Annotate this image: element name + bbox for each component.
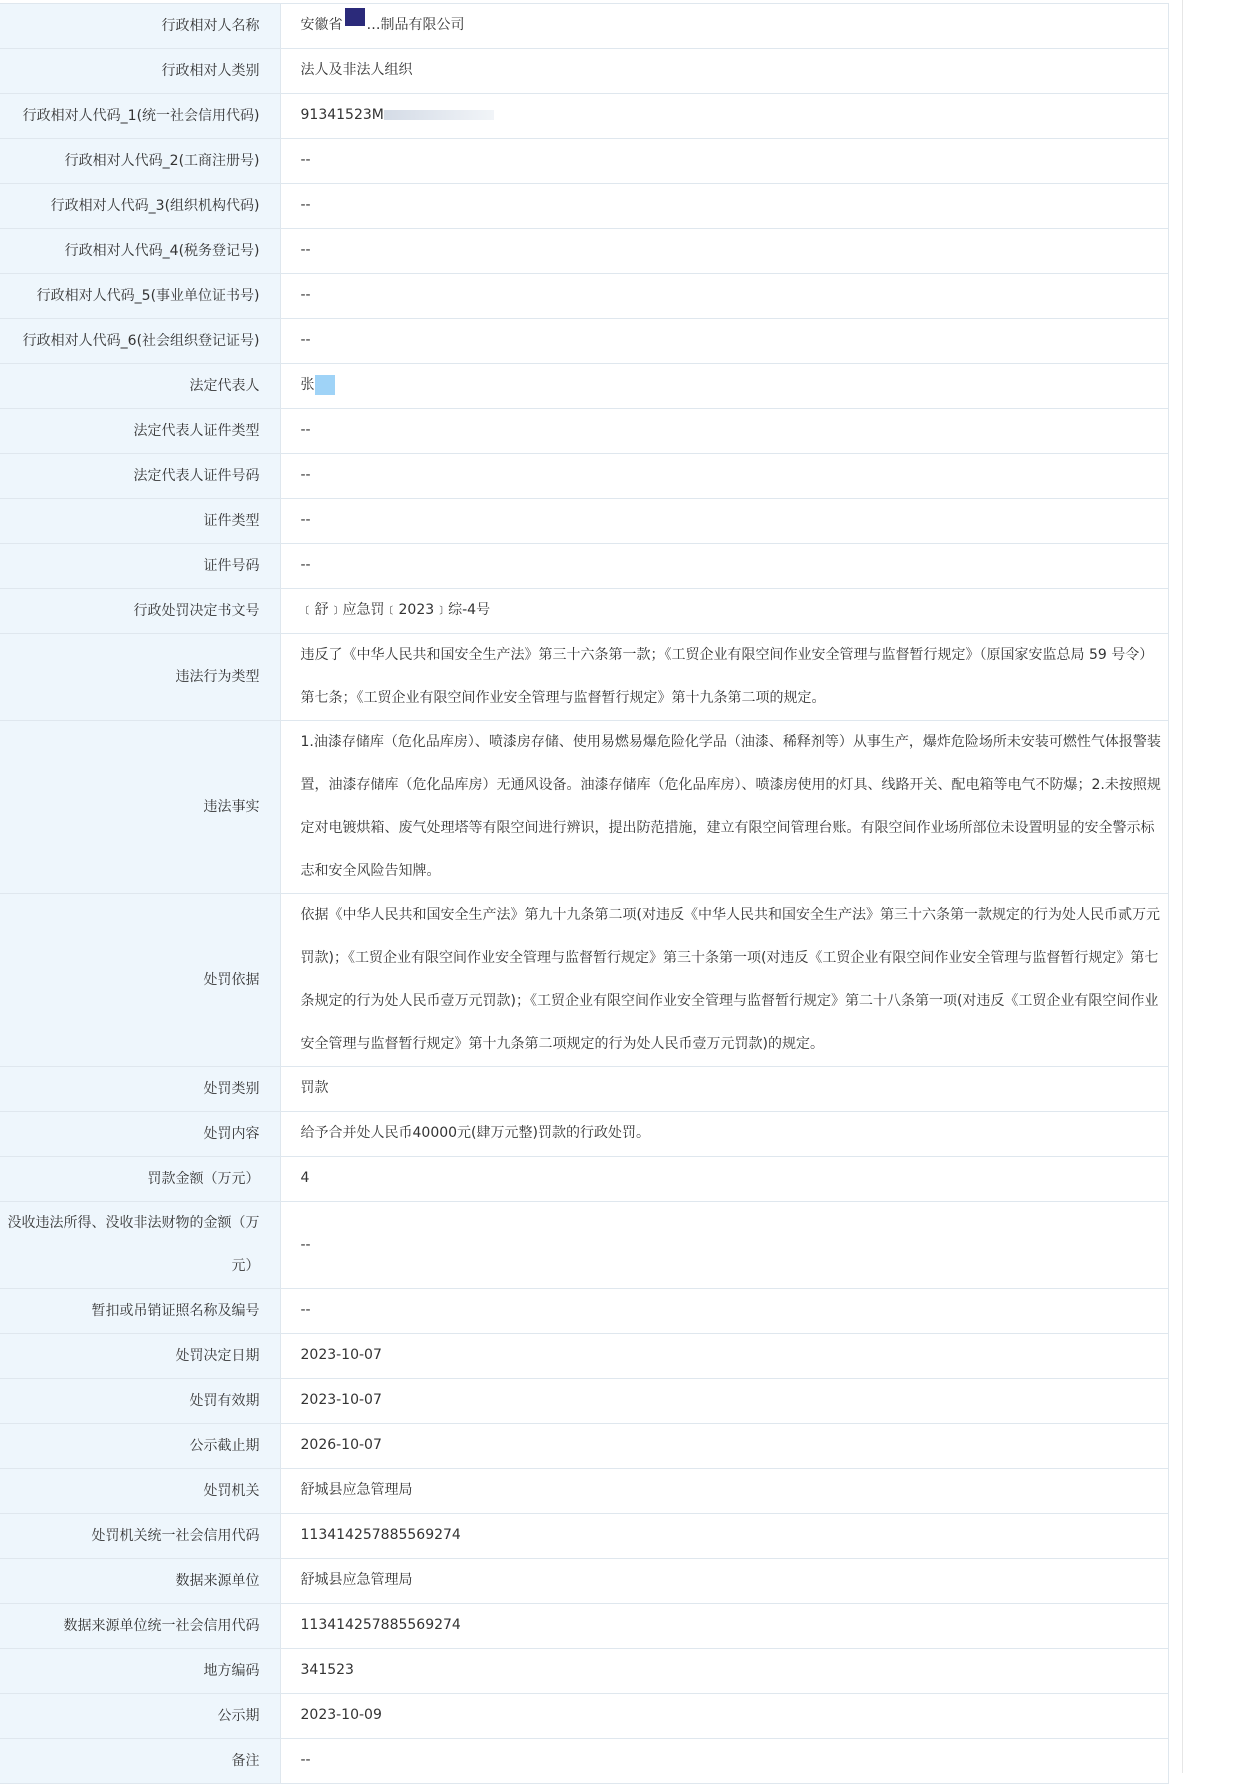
- row-label: 备注: [0, 1739, 280, 1784]
- row-label: 数据来源单位: [0, 1559, 280, 1604]
- table-row: [0, 1424, 1169, 1469]
- row-label-text: 没收违法所得、没收非法财物的金额（万元）: [7, 1215, 260, 1274]
- row-value: 给予合并处人民币40000元(肆万元整)罚款的行政处罚。: [280, 1112, 1169, 1157]
- table-row: [0, 4, 1169, 49]
- row-value: [280, 894, 1169, 1067]
- redaction-blur: [384, 110, 494, 120]
- table-row: [0, 274, 1169, 319]
- redaction-mark: [345, 8, 365, 26]
- table-row: [0, 49, 1169, 94]
- row-value-text: 1.油漆存储库（危化品库房）、喷漆房存储、使用易燃易爆危险化学品（油漆、稀释剂等）从事生产，爆炸危险场所未安装可燃性气体报警装置，油漆存储库（危化品库房）无通风设备。油漆存储库（危化品库房）、喷漆房使用的灯具、线路开关、配电箱等电气不防爆；2.未按照规定对电镀烘箱、废气处理塔等有限空间进行辨识，提出防范措施，建立有限空间管理台账。有限空间作业场所部位未设置明显的安全警示标志和安全风险告知牌。: [300, 734, 1161, 879]
- table-row: [0, 544, 1169, 589]
- row-value: 4: [280, 1157, 1169, 1202]
- row-value: --: [280, 139, 1169, 184]
- table-row: [0, 1514, 1169, 1559]
- row-label: 暂扣或吊销证照名称及编号: [0, 1289, 280, 1334]
- table-row: [0, 1067, 1169, 1112]
- penalty-info-table: [0, 3, 1169, 1784]
- table-row: [0, 1202, 1169, 1289]
- table-row: [0, 1112, 1169, 1157]
- row-label: 行政相对人代码_4(税务登记号): [0, 229, 280, 274]
- table-row: [0, 1157, 1169, 1202]
- row-value: 舒城县应急管理局: [280, 1559, 1169, 1604]
- row-value: 2023-10-09: [280, 1694, 1169, 1739]
- table-row: [0, 1739, 1169, 1784]
- table-row: [0, 499, 1169, 544]
- row-label: 处罚决定日期: [0, 1334, 280, 1379]
- row-label: 处罚机关: [0, 1469, 280, 1514]
- row-label: 处罚有效期: [0, 1379, 280, 1424]
- row-value: --: [280, 499, 1169, 544]
- row-value: --: [280, 274, 1169, 319]
- row-value: 舒城县应急管理局: [280, 1469, 1169, 1514]
- company-name-mid: …: [366, 17, 381, 33]
- row-value: 2023-10-07: [280, 1334, 1169, 1379]
- row-value-legal-rep: [280, 364, 1169, 409]
- row-label: 处罚依据: [0, 894, 280, 1067]
- row-label: 证件号码: [0, 544, 280, 589]
- row-value: --: [280, 319, 1169, 364]
- row-value: 2023-10-07: [280, 1379, 1169, 1424]
- row-value: --: [280, 229, 1169, 274]
- row-value-credit-code: [280, 94, 1169, 139]
- table-row: [0, 139, 1169, 184]
- row-label: 行政相对人代码_5(事业单位证书号): [0, 274, 280, 319]
- row-label: 违法行为类型: [0, 634, 280, 721]
- row-label: 行政处罚决定书文号: [0, 589, 280, 634]
- row-label: 行政相对人代码_1(统一社会信用代码): [0, 94, 280, 139]
- row-label: 证件类型: [0, 499, 280, 544]
- row-value: 2026-10-07: [280, 1424, 1169, 1469]
- table-row: [0, 454, 1169, 499]
- redaction-mark: [315, 375, 335, 395]
- row-value: --: [280, 409, 1169, 454]
- table-row: [0, 319, 1169, 364]
- row-value: 113414257885569274: [280, 1514, 1169, 1559]
- row-label: 行政相对人名称: [0, 4, 280, 49]
- table-row: [0, 894, 1169, 1067]
- table-row: [0, 229, 1169, 274]
- row-value: [280, 634, 1169, 721]
- table-row: [0, 634, 1169, 721]
- row-label: 行政相对人类别: [0, 49, 280, 94]
- credit-code-visible: 91341523M: [300, 107, 384, 123]
- company-name-prefix: 安徽省: [300, 17, 343, 33]
- company-name-suffix: 制品有限公司: [380, 17, 465, 33]
- row-label: 违法事实: [0, 721, 280, 894]
- row-label: 数据来源单位统一社会信用代码: [0, 1604, 280, 1649]
- row-label: 行政相对人代码_2(工商注册号): [0, 139, 280, 184]
- row-label: 行政相对人代码_6(社会组织登记证号): [0, 319, 280, 364]
- row-label: 处罚内容: [0, 1112, 280, 1157]
- row-label: [0, 1202, 280, 1289]
- row-label: 法定代表人证件类型: [0, 409, 280, 454]
- row-label: 地方编码: [0, 1649, 280, 1694]
- table-row: [0, 1604, 1169, 1649]
- table-row: [0, 721, 1169, 894]
- row-label: 法定代表人: [0, 364, 280, 409]
- row-label: 法定代表人证件号码: [0, 454, 280, 499]
- row-value: --: [280, 184, 1169, 229]
- table-row: [0, 364, 1169, 409]
- table-row: [0, 1379, 1169, 1424]
- table-row: [0, 409, 1169, 454]
- table-row: [0, 1334, 1169, 1379]
- row-value-company-name: [280, 4, 1169, 49]
- row-label: 处罚机关统一社会信用代码: [0, 1514, 280, 1559]
- row-value: 113414257885569274: [280, 1604, 1169, 1649]
- row-value: --: [280, 1202, 1169, 1289]
- row-value: [280, 721, 1169, 894]
- table-row: [0, 1289, 1169, 1334]
- row-value: --: [280, 1289, 1169, 1334]
- row-value: --: [280, 454, 1169, 499]
- table-row: [0, 1694, 1169, 1739]
- row-value-text: 违反了《中华人民共和国安全生产法》第三十六条第一款；《工贸企业有限空间作业安全管理与监督暂行规定》（原国家安监总局 59 号令）第七条；《工贸企业有限空间作业安全管理与监督暂行规定》第十九条第二项的规定。: [300, 647, 1154, 706]
- row-value: --: [280, 544, 1169, 589]
- row-label: 处罚类别: [0, 1067, 280, 1112]
- row-label: 公示期: [0, 1694, 280, 1739]
- table-row: [0, 1559, 1169, 1604]
- table-row: [0, 1469, 1169, 1514]
- row-value: 法人及非法人组织: [280, 49, 1169, 94]
- row-value: ﹝舒﹞应急罚﹝2023﹞综-4号: [280, 589, 1169, 634]
- table-row: [0, 1649, 1169, 1694]
- row-value: 罚款: [280, 1067, 1169, 1112]
- table-row: [0, 94, 1169, 139]
- row-value-text: 依据《中华人民共和国安全生产法》第九十九条第二项(对违反《中华人民共和国安全生产法》第三十六条第一款规定的行为处人民币贰万元罚款)；《工贸企业有限空间作业安全管理与监督暂行规定》第三十条第一项(对违反《工贸企业有限空间作业安全管理与监督暂行规定》第七条规定的行为处人民币壹万元罚款)；《工贸企业有限空间作业安全管理与监督暂行规定》第二十八条第一项(对违反《工贸企业有限空间作业安全管理与监督暂行规定》第十九条第二项规定的行为处人民币壹万元罚款)的规定。: [300, 907, 1160, 1052]
- table-row: [0, 184, 1169, 229]
- row-label: 行政相对人代码_3(组织机构代码): [0, 184, 280, 229]
- row-label: 公示截止期: [0, 1424, 280, 1469]
- row-value: --: [280, 1739, 1169, 1784]
- row-value: 341523: [280, 1649, 1169, 1694]
- legal-rep-visible: 张: [300, 377, 315, 393]
- row-label: 罚款金额（万元）: [0, 1157, 280, 1202]
- table-row: [0, 589, 1169, 634]
- page-right-border: [1182, 0, 1183, 1773]
